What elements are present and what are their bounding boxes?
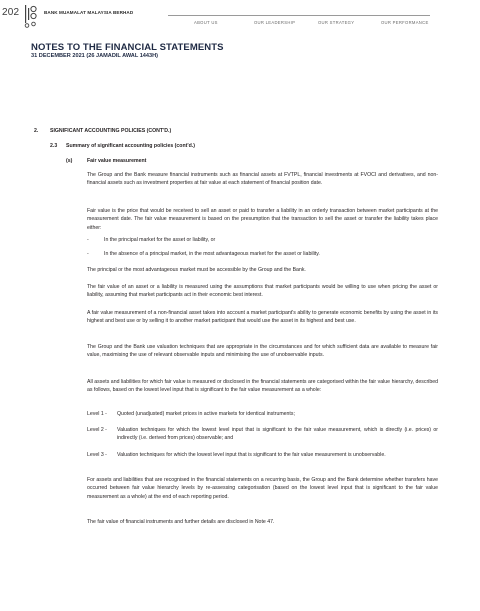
bank-name: BANK MUAMALAT MALAYSIA BERHAD [44,10,134,15]
nav-about-us[interactable]: ABOUT US [194,20,218,25]
page-subtitle: 31 DECEMBER 2021 (26 JAMADIL AWAL 1443H) [31,53,159,59]
nav-our-performance[interactable]: OUR PERFORMANCE [381,20,429,25]
level-label: Level 2 - [87,427,107,433]
level-text: Valuation techniques for which the lowest level input that is significant to the fair value measurement, which is directly (i.e. prices) or indirectly (i.e. derived from prices) observable; and [117,427,438,442]
paragraph: All assets and liabilities for which fair value is measured or disclosed in the financial statements are categorised within the fair value hierarchy, described as follows, based on the lowest level input that is significant to the fair value measurement as a whole: [87,379,438,394]
nav-our-strategy[interactable]: OUR STRATEGY [318,20,355,25]
paragraph: The fair value of financial instruments and further details are disclosed in Note 47. [87,519,275,525]
paragraph: For assets and liabilities that are recognised in the financial statements on a recurring basis, the Group and the Bank determine whether transfers have occurred between fair value hierarchy levels by re-assessing categorisation (based on the lowest level input that is significant to the fair value measurement as a whole) at the end of each reporting period. [87,477,438,500]
subsection-number: 2.3 [50,143,58,149]
page-title: NOTES TO THE FINANCIAL STATEMENTS [31,42,224,53]
paragraph: The fair value of an asset or a liability is measured using the assumptions that market participants would be willing to use when pricing the asset or liability, assuming that market participants act in their economic best interest. [87,284,438,299]
page-header [0,0,480,34]
page-number: 202 [2,7,20,18]
bullet-text: In the principal market for the asset or liability, or [104,237,216,243]
nav-our-leadership[interactable]: OUR LEADERSHIP [254,20,296,25]
level-label: Level 3 - [87,452,107,458]
level-text: Quoted (unadjusted) market prices in active markets for identical instruments; [117,411,295,417]
item-label: (s) [66,158,73,164]
paragraph: The Group and the Bank use valuation techniques that are appropriate in the circumstances and for which sufficient data are available to measure fair value, maximising the use of relevant observable inputs and minimising the use of unobservable inputs. [87,344,438,359]
bullet-text: In the absence of a principal market, in the most advantageous market for the asset or liability. [104,251,320,257]
paragraph: Fair value is the price that would be received to sell an asset or paid to transfer a liability in an orderly transaction between market participants at the measurement date. The fair value measurement is based on the presumption that the transaction to sell the asset or transfer the liability takes place either: [87,208,438,231]
paragraph: The principal or the most advantageous market must be accessible by the Group and the Bank. [87,267,306,273]
section-title: SIGNIFICANT ACCOUNTING POLICIES (CONT'D.) [50,128,172,134]
paragraph: The Group and the Bank measure financial instruments such as financial assets at FVTPL, financial investments at FVOCI and derivatives, and non-financial assets such as investment properties at fair value at each statement of financial position date. [87,172,438,187]
paragraph: A fair value measurement of a non-financial asset takes into account a market participant's ability to generate economic benefits by using the asset in its highest and best use or by selling it to another market participant that would use the asset in its highest and best use. [87,310,438,325]
item-title: Fair value measurement [87,158,147,164]
subsection-title: Summary of significant accounting policies (cont'd.) [66,143,195,149]
bullet-marker: - [87,237,89,243]
section-number: 2. [34,128,39,134]
bullet-marker: - [87,251,89,257]
bank-logo-icon [24,3,38,29]
level-text: Valuation techniques for which the lowest level input that is significant to the fair value measurement is unobservable. [117,452,386,458]
header-rule [168,15,430,16]
level-label: Level 1 - [87,411,107,417]
